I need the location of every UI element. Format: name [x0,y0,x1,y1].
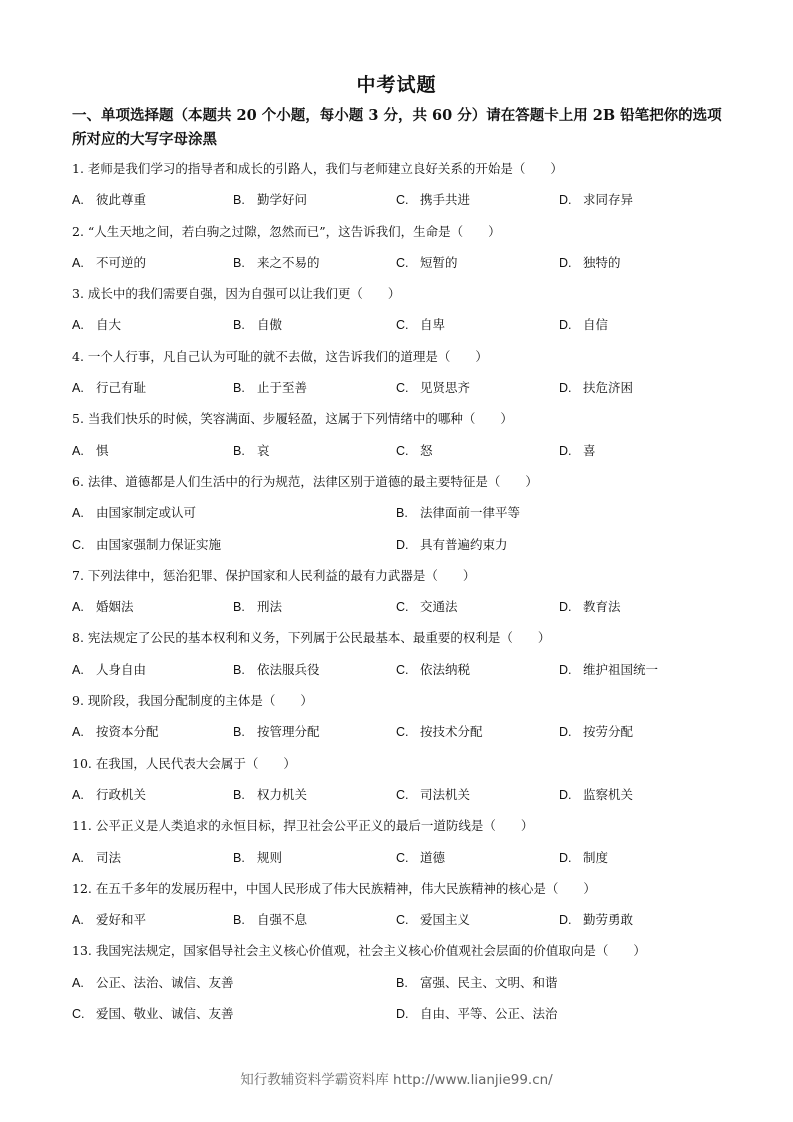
option-letter: C. [396,662,409,677]
option-text: 短暂的 [420,254,458,270]
option-row [72,591,732,622]
option-letter: A. [72,787,84,802]
option-row [72,967,732,998]
option-text: 喜 [583,442,596,458]
option-letter: C. [396,318,409,333]
option-row [72,497,732,528]
option-letter: D. [559,600,572,615]
option-letter: A. [72,193,84,208]
option-text: 勤劳勇敢 [583,912,634,928]
option-text: 依法纳税 [420,661,471,677]
option-text: 见贤思齐 [420,380,471,396]
option-text: 规则 [257,849,283,865]
answer-option[interactable] [396,309,445,341]
answer-option[interactable] [559,654,658,686]
question-list [72,153,732,1029]
option-letter: A. [72,506,84,521]
option-letter: D. [559,725,572,740]
option-letter: A. [72,381,84,396]
answer-option[interactable] [396,967,558,999]
question-stem: 13. 我国宪法规定，国家倡导社会主义核心价值观，社会主义核心价值观社会层面的价值取向是（ ） [72,943,646,959]
option-letter: C. [396,725,409,740]
option-letter: A. [72,850,84,865]
option-text: 权力机关 [257,786,308,802]
option-letter: B. [233,381,245,396]
option-letter: C. [396,193,409,208]
answer-option[interactable] [396,716,483,748]
option-row [72,247,732,278]
answer-option[interactable] [559,247,621,279]
option-letter: D. [559,850,572,865]
answer-option[interactable] [233,184,307,216]
option-row [72,998,732,1029]
option-text: 自大 [96,317,122,333]
option-text: 爱国主义 [420,912,471,928]
option-text: 不可逆的 [96,254,147,270]
option-row [72,654,732,685]
answer-option[interactable] [559,184,633,216]
question-stem: 1. 老师是我们学习的指导者和成长的引路人，我们与老师建立良好关系的开始是（ ） [72,161,563,176]
option-text: 独特的 [583,254,621,270]
answer-option[interactable] [233,247,320,279]
option-row [72,372,732,403]
question-stem: 10. 在我国，人民代表大会属于（ ） [72,755,296,771]
option-text: 富强、民主、文明、和谐 [420,974,558,990]
question-stem: 8. 宪法规定了公民的基本权利和义务，下列属于公民最基本、最重要的权利是（ ） [72,630,551,646]
option-text: 爱好和平 [96,912,147,928]
question-stem: 4. 一个人行事，凡自己认为可耻的就不去做，这告诉我们的道理是（ ） [72,348,488,364]
option-letter: A. [72,443,84,458]
option-letter: C. [396,255,409,270]
answer-option[interactable] [233,372,307,404]
option-letter: D. [559,381,572,396]
option-text: 行己有耻 [96,380,147,396]
option-letter: B. [233,255,245,270]
option-letter: B. [233,913,245,928]
answer-option[interactable] [396,497,520,529]
option-letter: A. [72,913,84,928]
answer-option[interactable] [233,435,270,467]
option-letter: C. [396,600,409,615]
answer-option[interactable] [72,435,109,467]
answer-option[interactable] [72,497,196,529]
answer-option[interactable] [559,591,621,623]
option-text: 道德 [420,849,446,865]
option-letter: A. [72,662,84,677]
option-letter: C. [72,537,85,552]
option-text: 司法 [96,849,122,865]
option-letter: D. [559,193,572,208]
option-text: 自强不息 [257,912,308,928]
option-letter: A. [72,600,84,615]
option-row [72,309,732,340]
answer-option[interactable] [72,842,121,874]
option-text: 自由、平等、公正、法治 [420,1006,558,1022]
option-text: 交通法 [420,599,458,615]
option-letter: B. [396,975,408,990]
option-text: 扶危济困 [583,380,634,396]
answer-option[interactable] [72,591,134,623]
option-row [72,435,732,466]
option-text: 自傲 [257,317,283,333]
option-letter: A. [72,725,84,740]
option-text: 教育法 [583,599,621,615]
option-text: 求同存异 [583,192,634,208]
answer-option[interactable] [559,842,608,874]
option-text: 彼此尊重 [96,192,147,208]
option-text: 法律面前一律平等 [420,505,521,521]
option-text: 公正、法治、诚信、友善 [96,974,234,990]
footer-watermark: 知行教辅资料学霸资料库 http://www.lianjie99.cn/ [240,1072,553,1088]
option-text: 人身自由 [96,661,147,677]
option-letter: D. [396,1007,409,1022]
answer-option[interactable] [72,904,146,936]
option-letter: B. [233,600,245,615]
option-letter: D. [559,443,572,458]
option-text: 惧 [96,442,109,458]
answer-option[interactable] [72,998,234,1030]
option-text: 哀 [257,442,270,458]
answer-option[interactable] [233,716,320,748]
option-text: 按管理分配 [257,724,320,740]
option-text: 司法机关 [420,786,471,802]
option-letter: D. [559,662,572,677]
option-letter: C. [396,913,409,928]
option-letter: A. [72,255,84,270]
answer-option[interactable] [559,435,596,467]
option-text: 勤学好问 [257,192,308,208]
answer-option[interactable] [72,779,146,811]
option-row [72,904,732,935]
answer-option[interactable] [396,779,470,811]
answer-option[interactable] [233,842,282,874]
answer-option[interactable] [396,654,470,686]
option-row [72,779,732,810]
question-stem: 3. 成长中的我们需要自强，因为自强可以让我们更（ ） [72,286,401,302]
option-letter: C. [396,443,409,458]
answer-option[interactable] [233,779,307,811]
answer-option[interactable] [396,184,470,216]
option-letter: C. [396,850,409,865]
option-text: 怒 [420,442,433,458]
question-stem: 7. 下列法律中，惩治犯罪、保护国家和人民利益的最有力武器是（ ） [72,567,476,583]
option-text: 按技术分配 [420,724,483,740]
answer-option[interactable] [72,309,121,341]
answer-option[interactable] [396,372,470,404]
option-letter: B. [233,443,245,458]
option-letter: C. [396,787,409,802]
option-text: 依法服兵役 [257,661,320,677]
option-letter: A. [72,975,84,990]
section-heading: 一、单项选择题（本题共 20 个小题，每小题 3 分，共 60 分）请在答题卡上用 2B 铅笔把你的选项所对应的大写字母涂黑 [72,107,722,148]
option-letter: C. [72,1007,85,1022]
answer-option[interactable] [233,591,282,623]
answer-option[interactable] [72,716,159,748]
option-text: 具有普遍约束力 [420,536,508,552]
option-text: 自信 [583,317,609,333]
answer-option[interactable] [72,247,146,279]
option-row [72,529,732,560]
answer-option[interactable] [233,654,320,686]
option-text: 按资本分配 [96,724,159,740]
answer-option[interactable] [72,184,146,216]
answer-option[interactable] [72,529,221,561]
answer-option[interactable] [559,904,633,936]
option-text: 由国家强制力保证实施 [96,536,222,552]
option-text: 携手共进 [420,192,471,208]
option-letter: A. [72,318,84,333]
option-text: 制度 [583,849,609,865]
option-text: 止于至善 [257,380,308,396]
option-text: 刑法 [257,599,283,615]
option-row [72,184,732,215]
answer-option[interactable] [72,372,146,404]
option-letter: D. [559,255,572,270]
option-text: 监察机关 [583,786,634,802]
answer-option[interactable] [233,309,282,341]
answer-option[interactable] [396,247,458,279]
option-text: 爱国、敬业、诚信、友善 [96,1006,234,1022]
answer-option[interactable] [559,372,633,404]
option-text: 自卑 [420,317,446,333]
answer-option[interactable] [559,779,633,811]
answer-option[interactable] [559,716,633,748]
option-letter: B. [396,506,408,521]
page-title: 中考试题 [356,74,437,96]
option-letter: B. [233,725,245,740]
option-letter: D. [396,537,409,552]
option-letter: B. [233,193,245,208]
option-letter: D. [559,318,572,333]
answer-option[interactable] [396,842,445,874]
option-text: 维护祖国统一 [583,661,659,677]
option-row [72,842,732,873]
option-letter: B. [233,318,245,333]
question-stem: 6. 法律、道德都是人们生活中的行为规范，法律区别于道德的最主要特征是（ ） [72,473,538,489]
answer-option[interactable] [396,904,470,936]
answer-option[interactable] [72,967,234,999]
answer-option[interactable] [233,904,307,936]
option-text: 行政机关 [96,786,147,802]
option-letter: C. [396,381,409,396]
option-letter: B. [233,850,245,865]
question-stem: 5. 当我们快乐的时候，笑容满面、步履轻盈，这属于下列情绪中的哪种（ ） [72,411,513,427]
answer-option[interactable] [396,435,433,467]
option-letter: B. [233,787,245,802]
option-letter: B. [233,662,245,677]
answer-option[interactable] [72,654,146,686]
answer-option[interactable] [396,529,508,561]
answer-option[interactable] [396,591,458,623]
question-stem: 11. 公平正义是人类追求的永恒目标，捍卫社会公平正义的最后一道防线是（ ） [72,818,534,834]
answer-option[interactable] [559,309,608,341]
question-stem: 9. 现阶段，我国分配制度的主体是（ ） [72,693,313,709]
option-text: 婚姻法 [96,599,134,615]
question-stem: 12. 在五千多年的发展历程中，中国人民形成了伟大民族精神，伟大民族精神的核心是（ ） [72,880,596,896]
option-text: 由国家制定或认可 [96,505,197,521]
option-letter: D. [559,913,572,928]
option-letter: D. [559,787,572,802]
option-text: 按劳分配 [583,724,634,740]
option-row [72,716,732,747]
question-stem: 2. “人生天地之间，若白驹之过隙，忽然而已”，这告诉我们，生命是（ ） [72,223,501,239]
answer-option[interactable] [396,998,558,1030]
option-text: 来之不易的 [257,254,320,270]
